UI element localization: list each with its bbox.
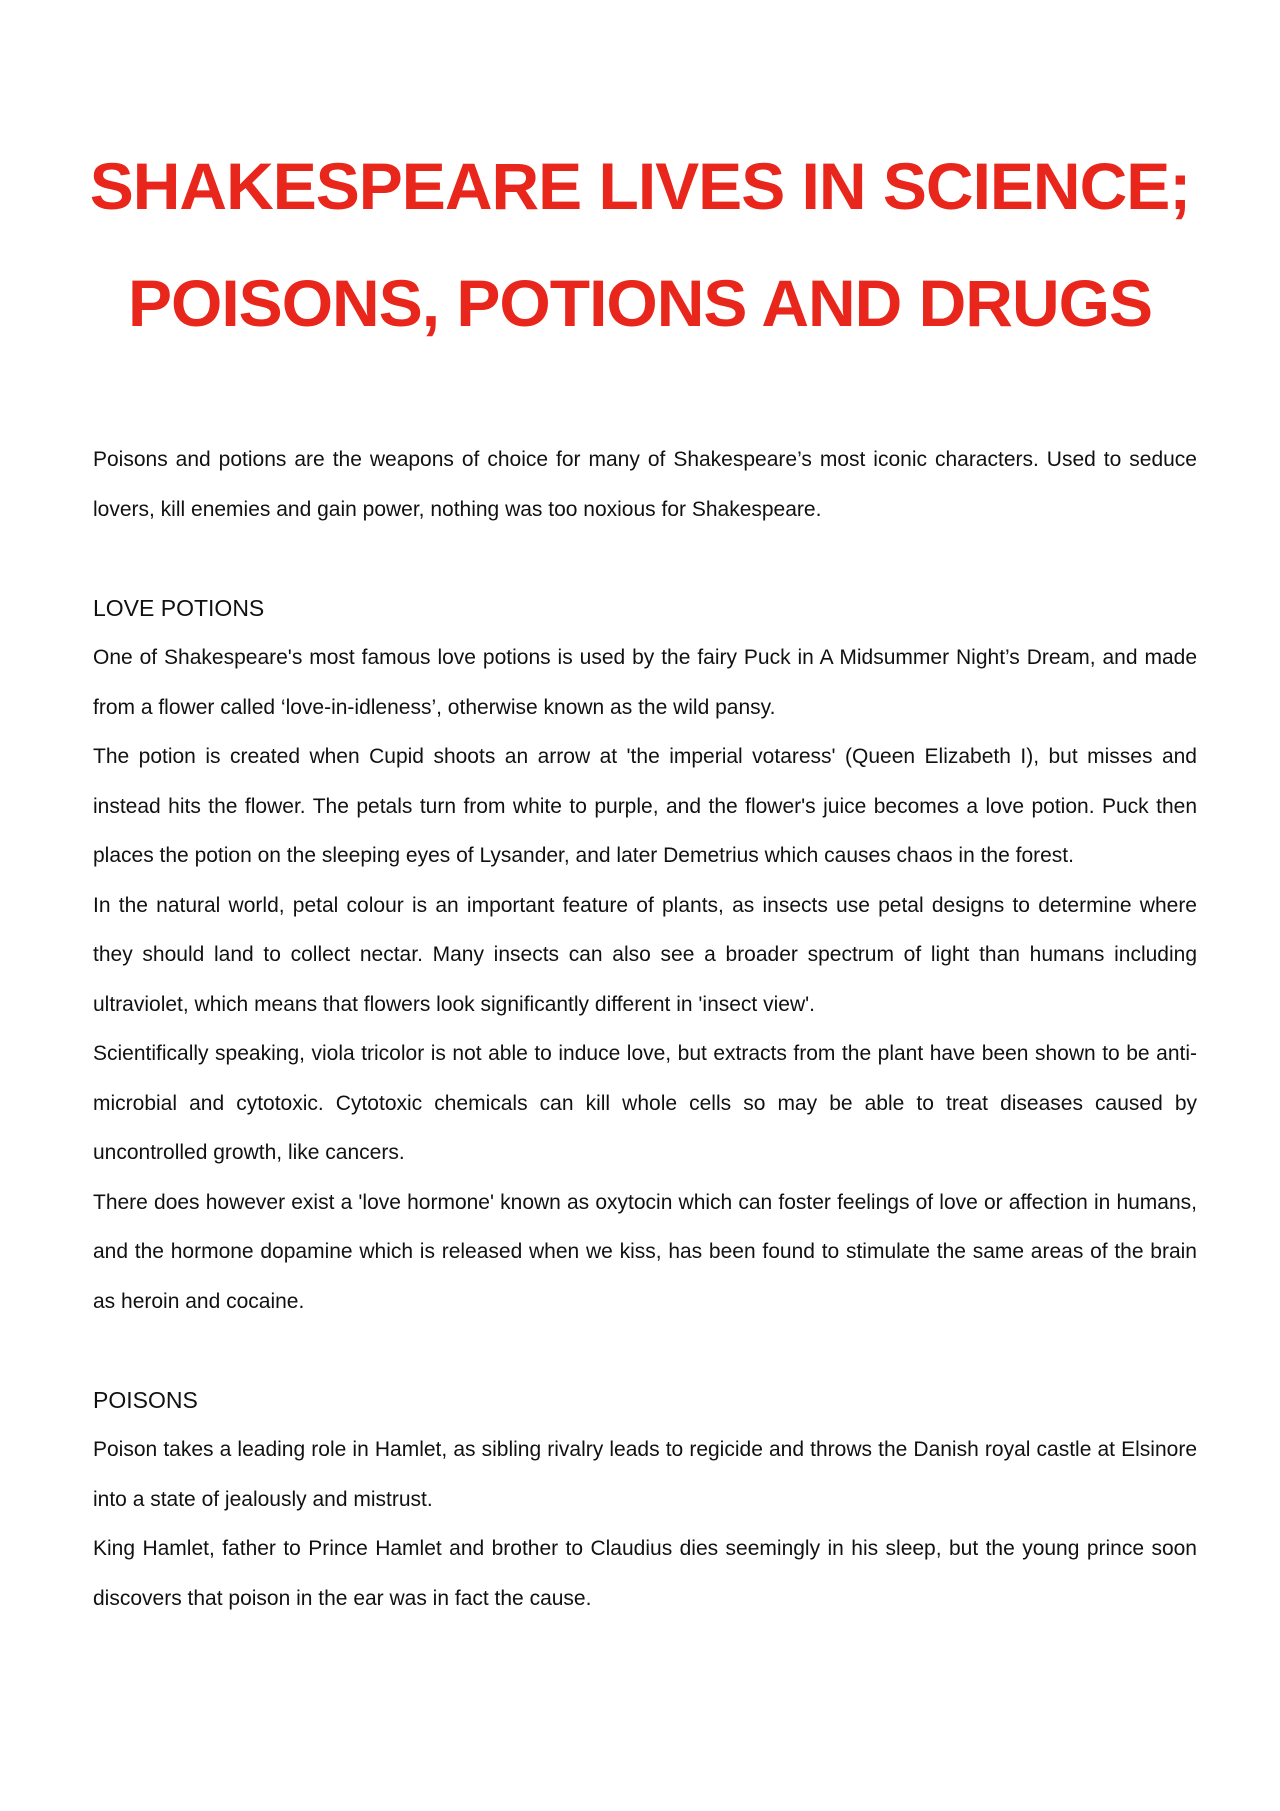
section-poisons <box>93 1376 1197 1624</box>
paragraph: One of Shakespeare's most famous love potions is used by the fairy Puck in A Midsummer Night’s Dream, and made from a flower called ‘love-in-idleness’, otherwise known as the wild pansy. <box>93 646 1197 719</box>
title-line-2: POISONS, POTIONS AND DRUGS <box>127 266 1152 340</box>
article-body <box>93 435 1197 1623</box>
section-heading: POISONS <box>93 1386 198 1413</box>
intro-paragraph: Poisons and potions are the weapons of choice for many of Shakespeare’s most iconic characters. Used to seduce lovers, kill enemies and gain power, nothing was too noxious for Shakespeare. <box>93 448 1197 521</box>
paragraph: King Hamlet, father to Prince Hamlet and brother to Claudius dies seemingly in his sleep, but the young prince soon discovers that poison in the ear was in fact the cause. <box>93 1537 1197 1610</box>
paragraph: In the natural world, petal colour is an important feature of plants, as insects use petal designs to determine where they should land to collect nectar. Many insects can also see a broader spectrum of light than humans including ultraviolet, which means that flowers look significantly different in 'insect view'. <box>93 893 1197 1016</box>
section-love-potions <box>93 584 1197 1327</box>
paragraph: Scientifically speaking, viola tricolor is not able to induce love, but extracts from the plant have been shown to be anti-microbial and cytotoxic. Cytotoxic chemicals can kill whole cells so may be able to treat diseases caused by uncontrolled growth, like cancers. <box>93 1042 1197 1164</box>
paragraph: There does however exist a 'love hormone' known as oxytocin which can foster feelings of love or affection in humans, and the hormone dopamine which is released when we kiss, has been found to stimulate the same areas of the brain as heroin and cocaine. <box>93 1190 1197 1313</box>
title-line-1: SHAKESPEARE LIVES IN SCIENCE; <box>89 149 1191 223</box>
page-title <box>0 128 1280 362</box>
section-heading: LOVE POTIONS <box>93 594 265 621</box>
paragraph: Poison takes a leading role in Hamlet, as sibling rivalry leads to regicide and throws the Danish royal castle at Elsinore into a state of jealously and mistrust. <box>93 1438 1197 1511</box>
paragraph: The potion is created when Cupid shoots an arrow at 'the imperial votaress' (Queen Elizabeth I), but misses and instead hits the flower. The petals turn from white to purple, and the flower's juice becomes a love potion. Puck then places the potion on the sleeping eyes of Lysander, and later Demetrius which causes chaos in the forest. <box>93 745 1197 867</box>
